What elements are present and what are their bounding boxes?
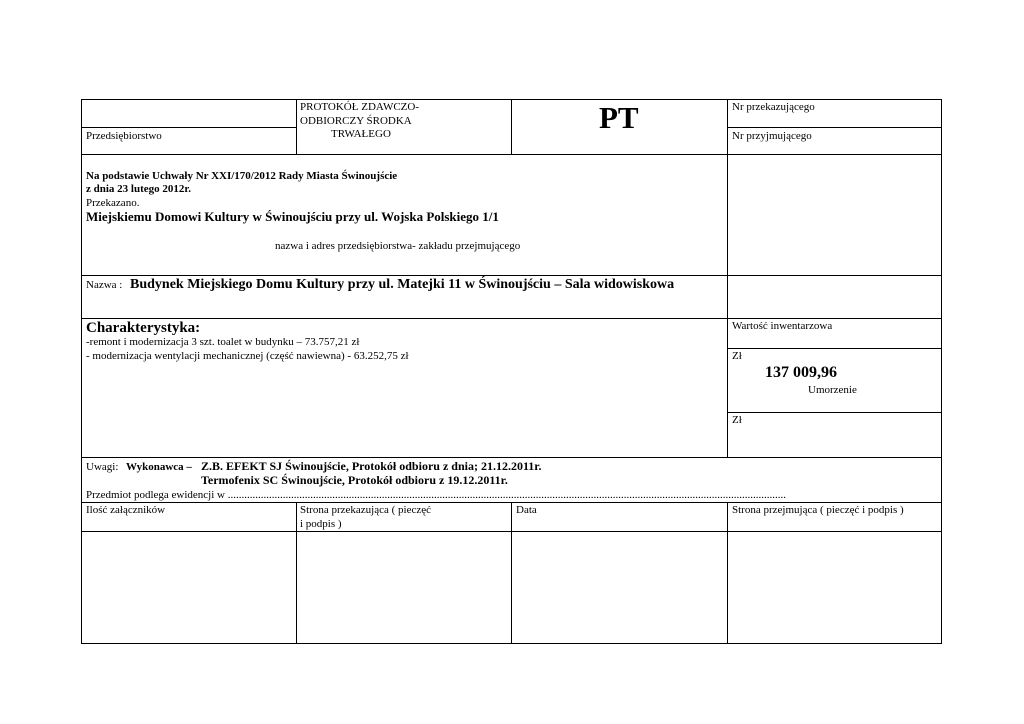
transferred-label: Przekazano. (86, 197, 140, 209)
transferor-number-label: Nr przekazującego (732, 101, 815, 113)
rule-characteristics-bottom (81, 457, 942, 458)
asset-name-label: Nazwa : (86, 279, 123, 291)
rule-footer-col1 (296, 502, 297, 644)
form-code: PT (599, 100, 639, 135)
doc-title-line-1: PROTOKÓŁ ZDAWCZO- (300, 101, 419, 113)
recipient-name: Miejskiemu Domowi Kultury w Świnoujściu przy ul. Wojska Polskiego 1/1 (86, 209, 499, 224)
inventory-value-label: Wartość inwentarzowa (732, 320, 833, 332)
rule-basis-bottom (81, 275, 942, 276)
rule-header-left-mid (81, 127, 296, 128)
rule-value-label (727, 348, 942, 349)
rule-header-col2 (511, 99, 512, 155)
attachments-label: Ilość załączników (86, 504, 166, 516)
rule-right-column (727, 99, 728, 458)
doc-title-line-3: TRWAŁEGO (331, 128, 391, 140)
inventory-currency: Zł (732, 350, 742, 362)
rule-value-amount (727, 412, 942, 413)
rule-header-col1 (296, 99, 297, 155)
resolution-date: z dnia 23 lutego 2012r. (86, 183, 192, 195)
rule-name-bottom (81, 318, 942, 319)
rule-left (81, 99, 82, 644)
characteristics-item-2: - modernizacja wentylacji mechanicznej (część nawiewna) - 63.252,75 zł (86, 350, 409, 362)
contractor-label: Wykonawca – (126, 461, 192, 473)
transferor-sign-label-line-2: i podpis ) (300, 518, 342, 530)
recipient-caption: nazwa i adres przedsiębiorstwa- zakładu przejmującego (275, 240, 521, 252)
depreciation-currency: Zł (732, 414, 742, 426)
company-label: Przedsiębiorstwo (86, 130, 162, 142)
inventory-value: 137 009,96 (765, 364, 837, 381)
receiver-number-label: Nr przyjmującego (732, 130, 812, 142)
contractor-line-2: Termofenix SC Świnoujście, Protokół odbioru z 19.12.2011r. (201, 473, 508, 487)
depreciation-label: Umorzenie (808, 384, 857, 396)
remarks-label: Uwagi: (86, 461, 119, 473)
rule-right (941, 99, 942, 644)
doc-title-line-2: ODBIORCZY ŚRODKA (300, 115, 412, 127)
rule-footer-col2 (511, 502, 512, 644)
receiver-sign-label: Strona przejmująca ( pieczęć i podpis ) (732, 504, 904, 516)
asset-name-value: Budynek Miejskiego Domu Kultury przy ul. Matejki 11 w Świnoujściu – Sala widowiskowa (130, 277, 675, 292)
date-label: Data (516, 504, 537, 516)
transferor-sign-label-line-1: Strona przekazująca ( pieczęć (300, 504, 431, 516)
resolution-reference: Na podstawie Uchwały Nr XXI/170/2012 Rady Miasta Świnoujście (86, 170, 398, 182)
contractor-line-1: Z.B. EFEKT SJ Świnoujście, Protokół odbioru z dnia; 21.12.2011r. (201, 459, 542, 473)
record-line: Przedmiot podlega ewidencji w ........................................................................................................................................................................................................... (86, 489, 786, 501)
characteristics-heading: Charakterystyka: (86, 320, 201, 336)
rule-footer-col3 (727, 502, 728, 644)
characteristics-item-1: -remont i modernizacja 3 szt. toalet w budynku – 73.757,21 zł (86, 336, 360, 348)
rule-header-right-mid (727, 127, 942, 128)
